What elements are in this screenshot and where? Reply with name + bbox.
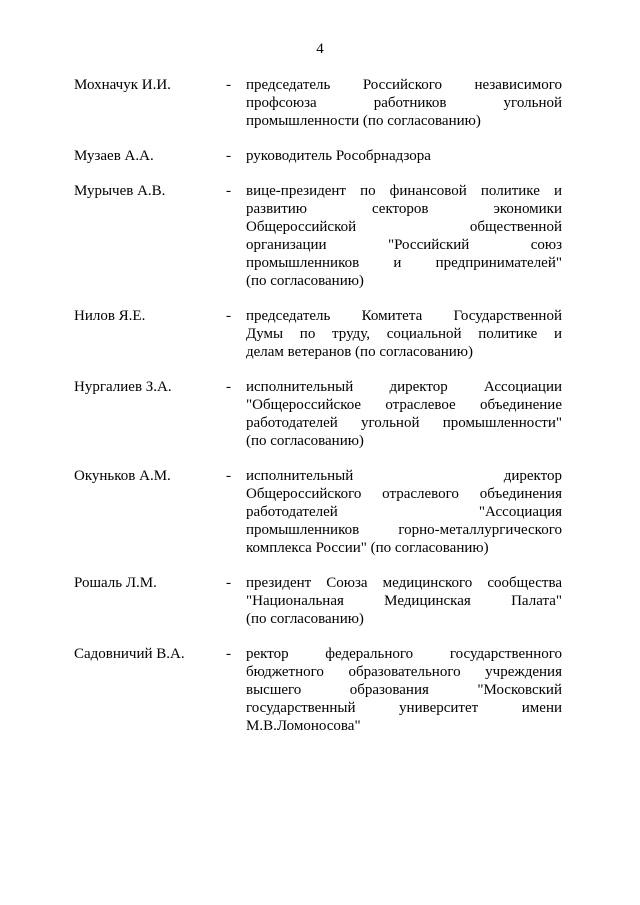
member-role (246, 307, 562, 361)
role-line: промышленности (по согласованию) (246, 113, 481, 129)
member-entry (74, 378, 562, 450)
role-line: работодателей угольной промышленности" (246, 415, 562, 431)
member-dash: - (226, 646, 231, 662)
role-line: государственный университет имени (246, 700, 562, 716)
member-role (246, 645, 562, 735)
role-line: вице-президент по финансовой политике и (246, 183, 562, 199)
member-entry (74, 307, 562, 361)
role-line: (по согласованию) (246, 611, 364, 627)
role-line: высшего образования "Московский (246, 682, 562, 698)
member-role (246, 467, 562, 557)
member-dash: - (226, 379, 231, 395)
member-name: Окуньков А.М. (74, 468, 171, 484)
member-name: Рошаль Л.М. (74, 575, 157, 591)
member-role (246, 76, 562, 130)
role-line: развитию секторов экономики (246, 201, 562, 217)
role-line: (по согласованию) (246, 273, 364, 289)
member-dash: - (226, 468, 231, 484)
role-line: президент Союза медицинского сообщества (246, 575, 562, 591)
role-line: (по согласованию) (246, 433, 364, 449)
role-line: председатель Российского независимого (246, 77, 562, 93)
role-line: профсоюза работников угольной (246, 95, 562, 111)
member-dash: - (226, 308, 231, 324)
member-name: Нилов Я.Е. (74, 308, 146, 324)
role-line: комплекса России" (по согласованию) (246, 540, 489, 556)
member-entry (74, 147, 562, 165)
role-line: председатель Комитета Государственной (246, 308, 562, 324)
role-line: организации "Российский союз (246, 237, 562, 253)
member-dash: - (226, 183, 231, 199)
role-line: промышленников и предпринимателей" (246, 255, 562, 271)
member-role (246, 182, 562, 290)
member-name: Музаев А.А. (74, 148, 154, 164)
role-line: работодателей "Ассоциация (246, 504, 562, 520)
role-line: бюджетного образовательного учреждения (246, 664, 562, 680)
role-line: Общероссийского отраслевого объединения (246, 486, 562, 502)
member-role (246, 147, 562, 165)
role-line: исполнительный директор (246, 468, 562, 484)
role-line: делам ветеранов (по согласованию) (246, 344, 473, 360)
member-name: Нургалиев З.А. (74, 379, 172, 395)
role-line: промышленников горно-металлургического (246, 522, 562, 538)
role-line: Общероссийской общественной (246, 219, 562, 235)
member-dash: - (226, 77, 231, 93)
role-line: М.В.Ломоносова" (246, 718, 361, 734)
role-line: руководитель Рособрнадзора (246, 148, 431, 164)
member-role (246, 378, 562, 450)
role-line: ректор федерального государственного (246, 646, 562, 662)
page-number: 4 (316, 41, 324, 57)
member-entry (74, 574, 562, 628)
member-dash: - (226, 148, 231, 164)
member-name: Мохначук И.И. (74, 77, 171, 93)
member-entry (74, 467, 562, 557)
members-list (74, 76, 562, 752)
role-line: Думы по труду, социальной политике и (246, 326, 562, 342)
role-line: "Общероссийское отраслевое объединение (246, 397, 562, 413)
member-role (246, 574, 562, 628)
role-line: исполнительный директор Ассоциации (246, 379, 562, 395)
member-name: Мурычев А.В. (74, 183, 166, 199)
member-dash: - (226, 575, 231, 591)
member-entry (74, 76, 562, 130)
member-entry (74, 645, 562, 735)
member-name: Садовничий В.А. (74, 646, 185, 662)
role-line: "Национальная Медицинская Палата" (246, 593, 562, 609)
member-entry (74, 182, 562, 290)
